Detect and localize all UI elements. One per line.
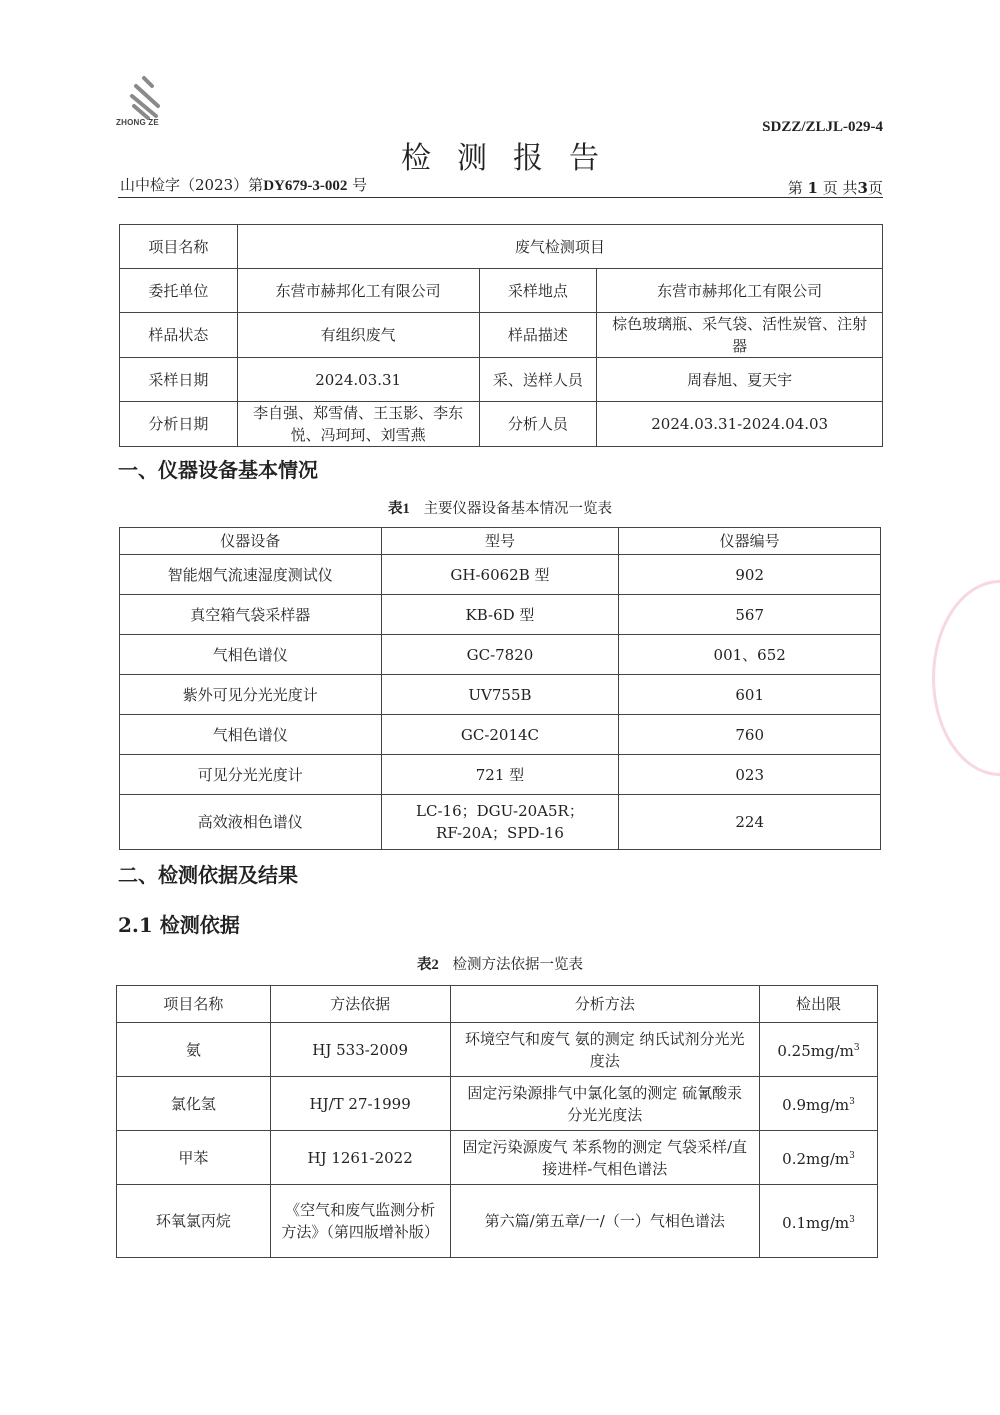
- table-row: [120, 595, 881, 635]
- table-row: [117, 1077, 878, 1131]
- equipment-model: 721 型: [381, 755, 619, 795]
- equipment-name: 可见分光光度计: [120, 755, 382, 795]
- client-value: 东营市赫邦化工有限公司: [237, 269, 479, 313]
- detection-limit: [760, 1185, 878, 1258]
- table-2-caption: [0, 953, 1000, 974]
- equipment-model: GH-6062B 型: [381, 555, 619, 595]
- page-total: 3: [857, 179, 868, 197]
- limit-value: 0.25mg/m: [777, 1042, 854, 1060]
- table-row: [120, 715, 881, 755]
- table-row: [120, 225, 883, 269]
- limit-exponent: 3: [849, 1151, 855, 1161]
- table-row: [120, 795, 881, 850]
- table-row: [120, 402, 883, 447]
- item-name: 环氧氯丙烷: [117, 1185, 271, 1258]
- equipment-number: 023: [619, 755, 881, 795]
- caption-text: 主要仪器设备基本情况一览表: [423, 501, 613, 517]
- analysis-date-value: 李自强、郑雪倩、王玉影、李东悦、冯珂珂、刘雪燕: [237, 402, 479, 447]
- sampling-site-value: 东营市赫邦化工有限公司: [597, 269, 883, 313]
- section-2-1-heading: 2.1 检测依据: [118, 913, 240, 937]
- analysis-method: 环境空气和废气 氨的测定 纳氏试剂分光光度法: [450, 1023, 760, 1077]
- page-label: 页 共: [822, 179, 858, 197]
- equipment-name: 智能烟气流速湿度测试仪: [120, 555, 382, 595]
- table-row: [117, 1185, 878, 1258]
- method-basis: HJ/T 27-1999: [270, 1077, 450, 1131]
- analysis-method: 第六篇/第五章/一/（一）气相色谱法: [450, 1185, 760, 1258]
- method-basis: 《空气和废气监测分析方法》（第四版增补版）: [270, 1185, 450, 1258]
- item-name: 甲苯: [117, 1131, 271, 1185]
- limit-exponent: 3: [853, 1043, 860, 1053]
- column-header: 检出限: [760, 986, 878, 1023]
- equipment-model: LC-16；DGU-20A5R；RF-20A；SPD-16: [381, 795, 619, 850]
- analyst-label: 分析人员: [479, 402, 597, 447]
- project-info-table: [119, 224, 883, 447]
- page-current: 1: [807, 179, 818, 197]
- official-stamp-icon: [932, 580, 1000, 776]
- report-no-value: DY679-3-002: [263, 178, 348, 194]
- report-no-prefix: 山中检字（2023）第: [120, 176, 264, 194]
- report-number: [120, 174, 367, 195]
- limit-value: 0.1mg/m: [782, 1213, 850, 1232]
- table-row: [120, 755, 881, 795]
- table-row: [120, 313, 883, 358]
- table-row: [120, 358, 883, 402]
- method-basis: HJ 1261-2022: [270, 1131, 450, 1185]
- table-row: [120, 635, 881, 675]
- item-name: 氨: [117, 1023, 271, 1077]
- header-divider: [118, 197, 883, 198]
- sample-desc-label: 样品描述: [479, 313, 597, 358]
- table-header-row: [117, 986, 878, 1023]
- column-header: 项目名称: [117, 986, 271, 1023]
- page-label: 页: [867, 179, 883, 197]
- equipment-name: 气相色谱仪: [120, 715, 382, 755]
- equipment-model: GC-7820: [381, 635, 619, 675]
- method-basis-table: [116, 985, 878, 1258]
- equipment-number: 001、652: [619, 635, 881, 675]
- document-code: SDZZ/ZLJL-029-4: [762, 119, 883, 135]
- equipment-number: 601: [619, 675, 881, 715]
- column-header: 仪器设备: [120, 528, 382, 555]
- sampler-value: 周春旭、夏天宇: [597, 358, 883, 402]
- limit-exponent: 3: [849, 1097, 855, 1107]
- equipment-number: 760: [619, 715, 881, 755]
- report-title: 检测报告: [401, 141, 625, 176]
- page-indicator: [788, 177, 883, 198]
- project-name-label: 项目名称: [120, 225, 238, 269]
- analysis-method: 固定污染源排气中氯化氢的测定 硫氰酸汞分光光度法: [450, 1077, 760, 1131]
- caption-text: 检测方法依据一览表: [452, 957, 584, 973]
- table-1-caption: [0, 497, 1000, 518]
- table-row: [120, 269, 883, 313]
- section-2-heading: 二、检测依据及结果: [118, 863, 298, 887]
- logo-text: ZHONG ZE: [116, 118, 159, 127]
- table-row: [117, 1023, 878, 1077]
- equipment-name: 紫外可见分光光度计: [120, 675, 382, 715]
- equipment-number: 902: [619, 555, 881, 595]
- equipment-name: 真空箱气袋采样器: [120, 595, 382, 635]
- table-row: [117, 1131, 878, 1185]
- equipment-table: [119, 527, 881, 850]
- equipment-number: 224: [619, 795, 881, 850]
- caption-number: 表2: [416, 957, 439, 973]
- sample-state-label: 样品状态: [120, 313, 238, 358]
- caption-number: 表1: [387, 501, 410, 517]
- analyst-value: 2024.03.31-2024.04.03: [597, 402, 883, 447]
- equipment-model: KB-6D 型: [381, 595, 619, 635]
- limit-value: 0.2mg/m: [782, 1150, 850, 1168]
- method-basis: HJ 533-2009: [270, 1023, 450, 1077]
- detection-limit: [760, 1023, 878, 1077]
- equipment-model: UV755B: [381, 675, 619, 715]
- equipment-model: GC-2014C: [381, 715, 619, 755]
- detection-limit: [760, 1077, 878, 1131]
- limit-value: 0.9mg/m: [782, 1096, 850, 1114]
- section-1-heading: 一、仪器设备基本情况: [118, 458, 318, 482]
- client-label: 委托单位: [120, 269, 238, 313]
- sample-state-value: 有组织废气: [237, 313, 479, 358]
- equipment-name: 气相色谱仪: [120, 635, 382, 675]
- table-header-row: [120, 528, 881, 555]
- sampling-date-label: 采样日期: [120, 358, 238, 402]
- page-label: 第: [787, 179, 803, 197]
- analysis-date-label: 分析日期: [120, 402, 238, 447]
- sampling-site-label: 采样地点: [479, 269, 597, 313]
- column-header: 仪器编号: [619, 528, 881, 555]
- column-header: 型号: [381, 528, 619, 555]
- sampler-label: 采、送样人员: [479, 358, 597, 402]
- item-name: 氯化氢: [117, 1077, 271, 1131]
- analysis-method: 固定污染源废气 苯系物的测定 气袋采样/直接进样-气相色谱法: [450, 1131, 760, 1185]
- column-header: 方法依据: [270, 986, 450, 1023]
- table-row: [120, 675, 881, 715]
- sampling-date-value: 2024.03.31: [237, 358, 479, 402]
- equipment-name: 高效液相色谱仪: [120, 795, 382, 850]
- project-name-value: 废气检测项目: [237, 225, 882, 269]
- sample-desc-value: 棕色玻璃瓶、采气袋、活性炭管、注射器: [597, 313, 883, 358]
- column-header: 分析方法: [450, 986, 760, 1023]
- limit-exponent: 3: [849, 1214, 855, 1225]
- table-row: [120, 555, 881, 595]
- detection-limit: [760, 1131, 878, 1185]
- equipment-number: 567: [619, 595, 881, 635]
- report-no-suffix: 号: [352, 176, 368, 194]
